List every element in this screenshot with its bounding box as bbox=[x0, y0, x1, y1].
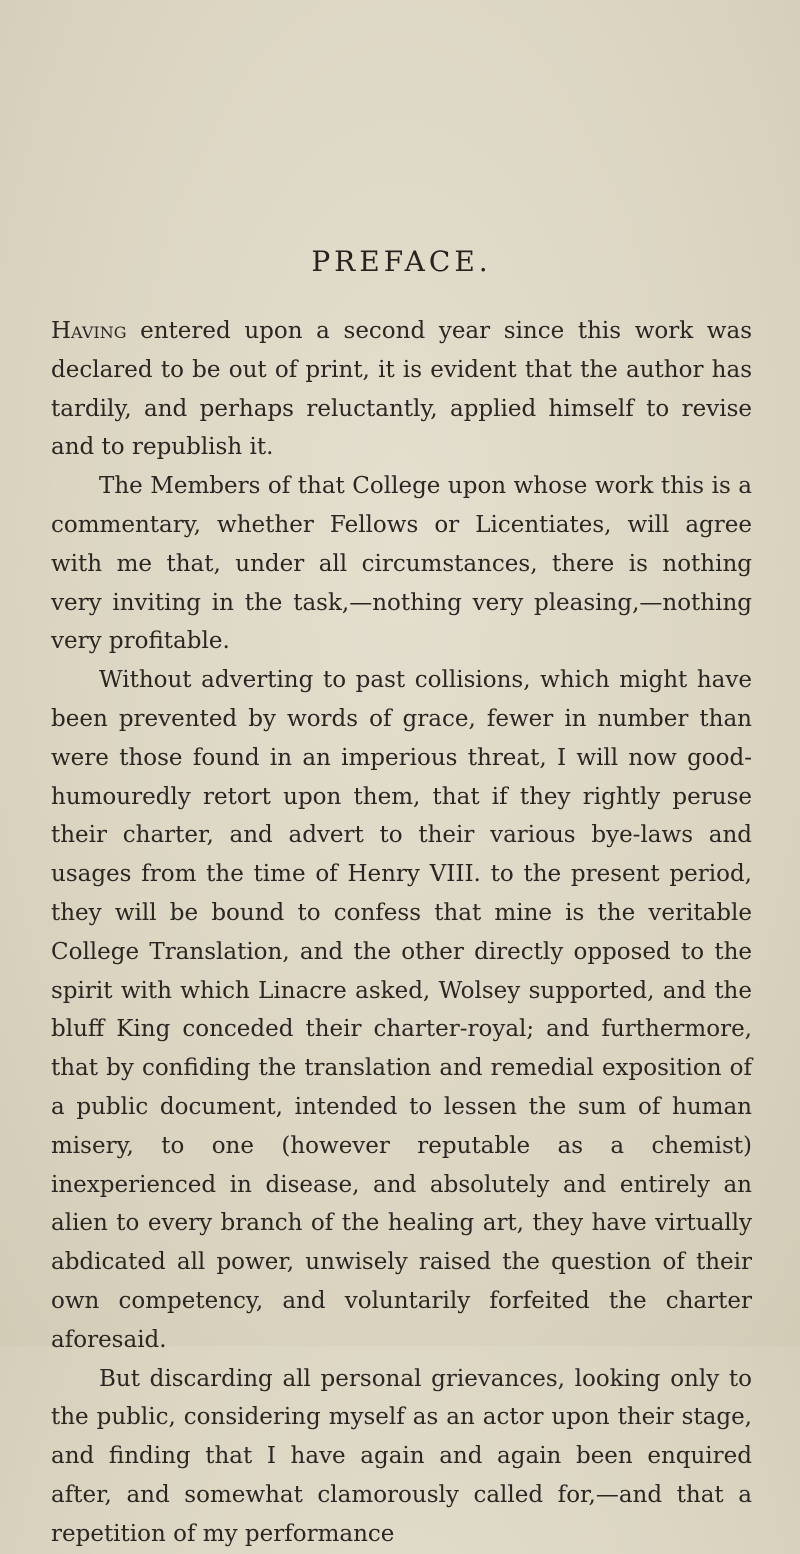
paragraph-1-text: entered upon a second year since this work was declared to be out of print, it is evident that the author has tardily, and perhaps reluctantly, applied himself to revise and to republish it. bbox=[51, 318, 752, 461]
paragraph-lead-word: Having bbox=[51, 318, 127, 344]
paragraph-3: Without adverting to past collisions, which might have been prevented by words of grace, fewer in number than were those found in an imperious threat, I will now good-humouredly retort upon them, that if they rightly peruse their charter, and advert to their various bye-laws and usages from the time of Henry VIII. to the present period, they will be bound to confess that mine is the veritable College Translation, and the other directly opposed to the spirit with which Linacre asked, Wolsey supported, and the bluff King conceded their charter-royal; and furthermore, that by confiding the translation and remedial exposition of a public document, intended to lessen the sum of human misery, to one (however reputable as a chemist) inexperienced in disease, and absolutely and entirely an alien to every branch of the healing art, they have virtually abdicated all power, unwisely raised the question of their own competency, and voluntarily forfeited the charter aforesaid. bbox=[51, 667, 752, 1353]
paragraph-2: The Members of that College upon whose work this is a commentary, whether Fellows or Licentiates, will agree with me that, under all circumstances, there is nothing very inviting in the task,—nothing very pleasing,—nothing very profitable. bbox=[51, 473, 752, 655]
paragraph-1 bbox=[51, 312, 752, 467]
preface-body bbox=[51, 312, 752, 1554]
page-title: PREFACE. bbox=[311, 245, 492, 278]
paragraph-4: But discarding all personal grievances, looking only to the public, considering myself as an actor upon their stage, and finding that I have again and again been enquired after, and somewhat clamorously called for,—and that a repetition of my performance bbox=[51, 1365, 752, 1547]
